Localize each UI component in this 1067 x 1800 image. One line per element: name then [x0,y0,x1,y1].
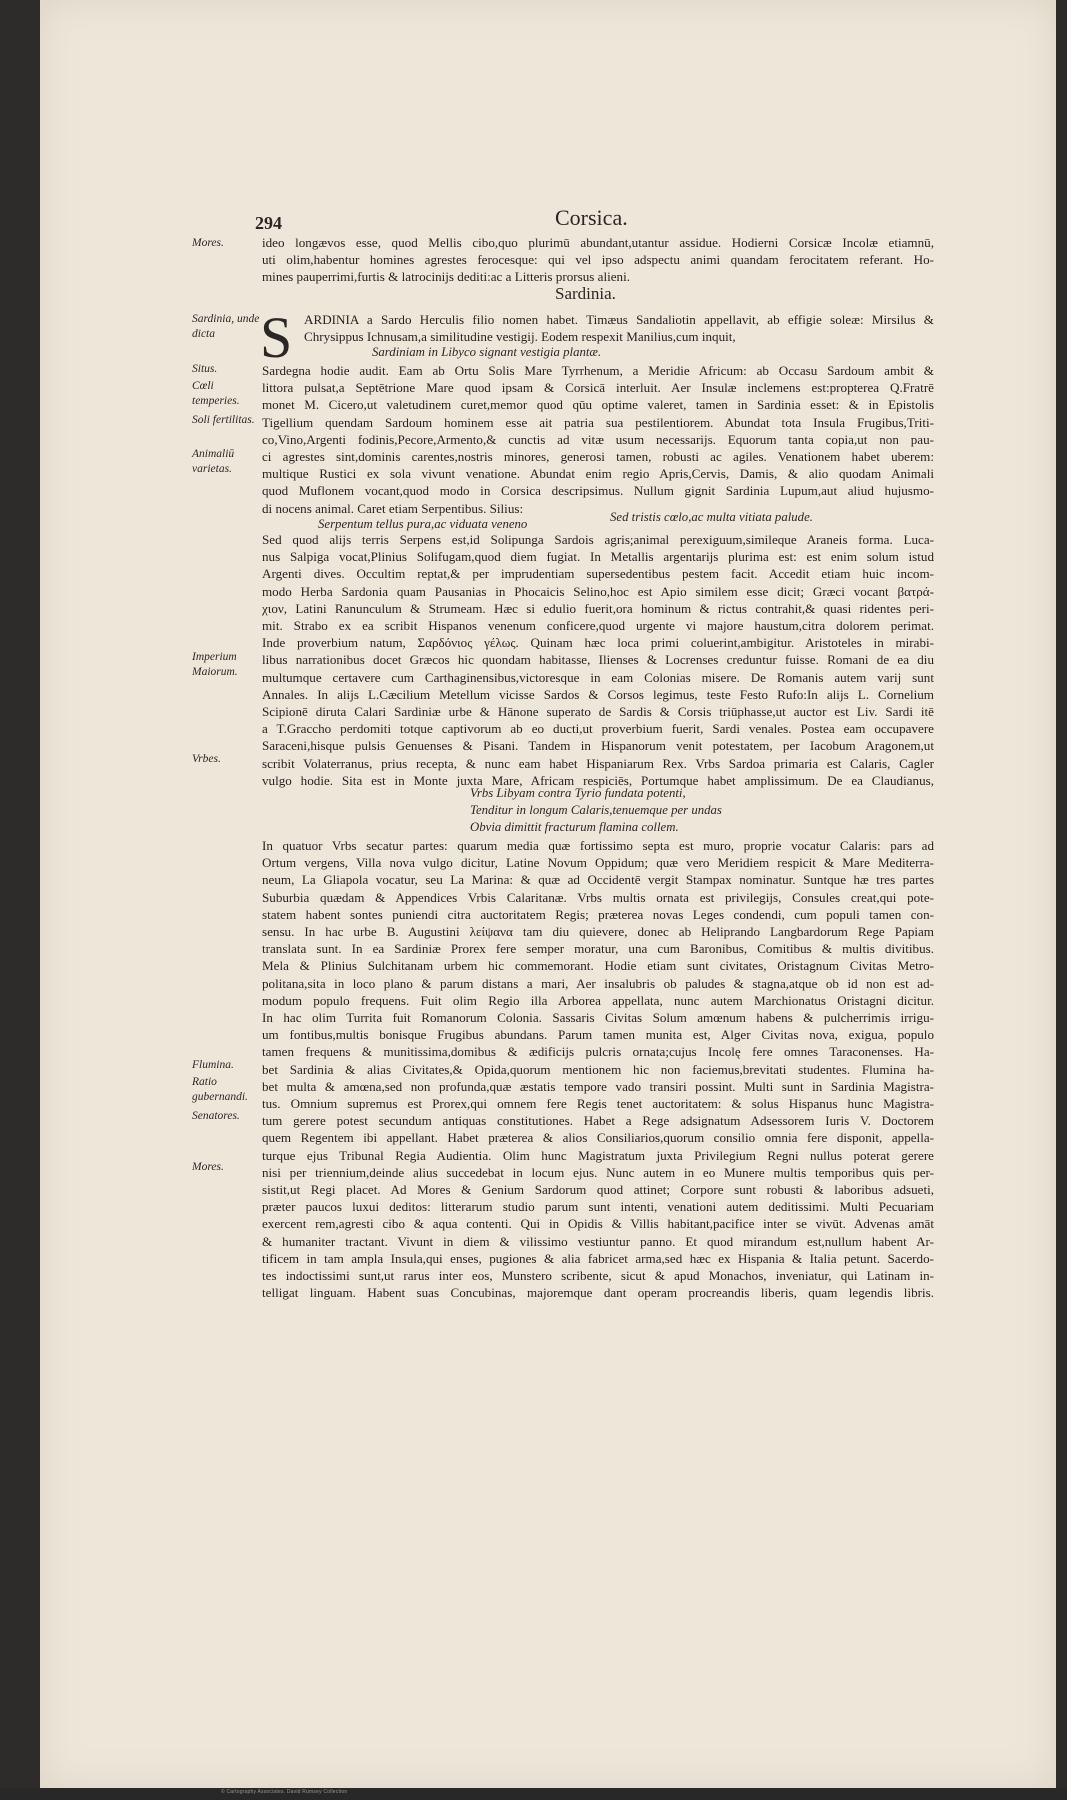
collection-credit: © Cartography Associates. David Rumsey Collection [221,1789,348,1795]
text-line: Saraceni,hisque pulsis Genuenses & Pisani. Tandem in Hispanorum venit potestatem, per Iacobum Aragonem,ut [262,738,934,754]
margin-note-urbes: Vrbes. [192,753,221,765]
text-line: præter paucos luxui deditos: litterarum studio parum sunt intenti, venationi autem deditissimi. Multi Pecuariam [262,1199,934,1215]
text-line: translata sunt. In ea Sardiniæ Prorex fere semper moratur, una cum Baronibus, Comitibus & multis divitibus. [262,941,934,957]
text-line: nus Salpiga vocat,Plinius Solifugam,quod diem fugiat. In Metallis argentarijs plurima est: est enim solum istud [262,549,934,565]
text-line: Scipionē diruta Calari Sardiniæ urbe & Hānone superato de Sardis & Corsis triūphasse,ut auctor est Liv. Sardi itē [262,704,934,720]
verse-claudian-1: Vrbs Libyam contra Tyrio fundata potenti, [470,786,686,800]
text-line: sistit,ut Regi placet. Ad Mores & Genium Sardorum quod attinet; Corpore sunt robusti & laboribus adsueti, [262,1182,934,1198]
margin-note-imperium: Imperium Maiorum. [192,651,238,678]
margin-note-unde-dicta: Sardinia, unde dicta [192,313,260,340]
text-line: χιον, Latini Ranunculum & Strumeam. Hæc si edulio fuerit,ora hominum & rictus contrahit,& quasi ridentes peri- [262,600,934,616]
text-line: di nocens animal. Caret etiam Serpentibus. Silius: [262,500,524,516]
text-line: Inde proverbium natum, Σαρδόνιος γέλως. Quinam hæc loca primi coluerint,ambigitur. Aristoteles in mirabi- [262,635,934,651]
section-heading-sardinia: Sardinia. [555,284,616,303]
text-line: Suburbia quædam & Appendices Vrbis Calaritanæ. Vrbs multis ornata est privilegijs, Consules creat,qui pote- [262,889,934,905]
text-line: ARDINIA a Sardo Herculis filio nomen habet. Timæus Sandaliotin appellavit, ab effigie soleæ: Mirsilus & [304,312,934,327]
text-line: bet multa & amœna,sed non profunda,quæ æstatis tempore vado transiri possint. Multi sunt in Sardinia Magistra- [262,1078,934,1094]
text-line: Argenti dives. Occultim reptat,& per imprudentiam supersedentibus pestem facit. Accedit etiam huic incom- [262,566,934,582]
text-line: tes indoctissimi sunt,ut rarus inter eos, Munstero scribente, sicut & apud Monachos, inveniatur, qui Latinam in- [262,1268,934,1284]
text-line: neum, La Gliapola vocatur, seu La Marina: & quæ ad Occidentē vergit Stampax nominatur. Suntque hæ tres partes [262,872,934,888]
text-line: modo Herba Sardonia quam Pausanias in Phocaicis Selino,hoc est Apio similem esse dicit; Græci vocant βατρά- [262,583,934,599]
running-head: Corsica. [555,205,628,230]
text-line: exercent rem,agresti cibo & aqua contenti. Qui in Opidis & Villis habitant,pacifice inter se vivūt. Advenas amāt [262,1216,934,1232]
text-line: Annales. In alijs L.Cæcilium Metellum vicisse Sardos & Corsos legimus, teste Festo Rufo:In alijs L. Cornelium [262,686,934,702]
text-line: multumque certavere cum Carthaginensibus,victoresque in eam Colonias misere. De Romanis autem varij sunt [262,669,934,685]
text-line: Mela & Plinius Sulchitanam urbem hic commemorant. Hodie etiam sunt civitates, Oristagnum Civitas Metro- [262,958,934,974]
text-line: sensu. In hac urbe B. Augustini λείψανα tam diu quievere, donec ab Heliprando Langbardorum Rege Papiam [262,924,934,940]
text-line: ideo longævos esse, quod Mellis cibo,quo plurimū abundant,utantur assidue. Hodierni Corsicæ Incolæ etiamnū, [262,235,934,250]
text-line: um fontibus,multis bonisque Frugibus abundans. Parum tamen munita est, Alger Civitas nova, exigua, populo [262,1027,934,1043]
text-line: uti olim,habentur homines agrestes ferocesque: qui vel ipso adspectu animi quandam ferocitatem referant. Ho- [262,252,934,268]
text-line: Sed quod alijs terris Serpens est,id Solipunga Sardois agris;animal perexiguum,simileque Araneis forma. Luca- [262,532,934,547]
text-line: quod Muflonem vocant,quod modo in Corsica descripsimus. Nullum gignit Sardinia Lupum,aut aliud hujusmo- [262,483,934,499]
sardinia-body-2 [262,531,934,789]
margin-note-animalium: Animaliū varietas. [192,448,235,475]
text-line: quem Regentem ibi appellant. Habet præterea & alios Consiliarios,quorum consilio omnia fere disponit, appella- [262,1130,934,1146]
margin-note-situs: Situs. [192,363,218,375]
text-line: bet Sardinia & alias Civitates,& Opida,quorum mentionem hic non faciemus,brevitati studentes. Flumina ha- [262,1061,934,1077]
margin-note-caeli: Cœli temperies. [192,380,240,407]
text-line: Ortum vergens, Villa nova vulgo dicitur, Latine Novum Oppidum; quæ vero Meridiem respicit & Mare Mediterra- [262,855,934,871]
margin-note-soli: Soli fertilitas. [192,414,255,426]
sardinia-body-3 [262,837,934,1301]
text-line: tificem in tam ampla Insula,qui enses, pugiones & alia fabricet arma,sed hæc ex Hispania & Italia petunt. Sacerdo- [262,1250,934,1266]
text-line: mines pauperrimi,furtis & latrocinijs dediti:ac a Litteris prorsus alieni. [262,269,630,285]
margin-note-mores: Mores. [192,237,224,249]
sardinia-body-1 [262,362,934,517]
text-line: telligat linguam. Habent suas Concubinas, majoremque dant operam procreandis liberis, quam legendis libris. [262,1285,934,1301]
verse-claudian-2: Tenditur in longum Calaris,tenuemque per undas [470,803,722,817]
text-line: tamen frequens & munitissima,domibus & ædificijs pulcris ornata;cujus Incolę fere omnes Taraconenses. Ha- [262,1044,934,1060]
text-line: turque ejus Tribunal Regia Audientia. Olim hunc Magistratum juxta Privilegium Regni nullus poterat gerere [262,1147,934,1163]
corsica-paragraph [262,234,934,286]
verse-silius-a: Serpentum tellus pura,ac viduata veneno [318,517,528,531]
text-line: tus. Omnium supremus est Prorex,qui omnem fere Regis tenet auctoritatem: & solus Hispanus hunc Magistra- [262,1096,934,1112]
scan-border [0,1788,1067,1800]
text-line: mit. Strabo ex ea scribit Hispanos venenum conficere,quod urgente vi majore haustum,citra dolorem perimat. [262,618,934,634]
margin-note-flumina: Flumina. [192,1059,234,1071]
text-line: In quatuor Vrbs secatur partes: quarum media quæ fortissimo septa est muro, proprie vocatur Calaris: pars ad [262,838,934,853]
margin-note-mores-2: Mores. [192,1161,224,1173]
sardinia-intro [304,311,934,345]
text-line: modum populo frequens. Fuit olim Regio illa Arborea appellata, nunc autem Marchionatus Oristagni dicitur. [262,992,934,1008]
text-line: politana,sita in loco plano & parum distans a mari, Aer insalubris ob paludes & stagna,atque ob id non est ad- [262,975,934,991]
text-line: littora pulsat,a Septētrione Mare quod ipsam & Corsicā interluit. Aer Insulæ inclemens est:propterea Q.Fratrē [262,380,934,396]
text-line: tum gerere potest secundum antiquas constitutiones. Habet a Rege adsignatum Adsessorem Iuris V. Doctorem [262,1113,934,1129]
text-line: scribit Volaterranus, prius recepta, & nunc eam habet Hispaniarum Rex. Vrbs Sardoa primaria est Calaris, Cagler [262,755,934,771]
text-line: Tigellium quendam Sardoum hominem esse ait patria sua pestilentiorem. Abundat tota Insula Frugibus,Triti- [262,414,934,430]
margin-note-senatores: Senatores. [192,1110,240,1122]
text-line: co,Vino,Argenti fodinis,Pecore,Armento,& cunctis ad vitæ usum necessarijs. Equorum tanta copia,ut non pau- [262,431,934,447]
drop-cap: S [260,305,293,370]
verse-claudian-3: Obvia dimittit fracturum flamina collem. [470,820,679,834]
text-line: multique Rustici ex sola vivunt venatione. Abundat enim regio Apris,Cervis, Damis, & alio quodam Animali [262,466,934,482]
verse-manilius: Sardiniam in Libyco signant vestigia plantæ. [372,345,602,359]
verse-silius-b: Sed tristis cœlo,ac multa vitiata palude. [610,510,813,524]
text-line: a T.Graccho perdomiti totque captivorum ab eo ducti,ut proverbium fuerit, Sardi venales. Postea eam occupavere [262,721,934,737]
page-number: 294 [255,213,282,233]
text-line: vulgo hodie. Sita est in Monte juxta Mare, Africam respiciēs, Portumque habet amplissimum. De ea Claudianus, [262,772,934,788]
text-line: statem habent sontes puniendi citra auctoritatem Regis; præterea novas Leges condendi, cum populi tamen con- [262,906,934,922]
text-line: Sardegna hodie audit. Eam ab Ortu Solis Mare Tyrrhenum, a Meridie Africum: ab Occasu Sardoum ambit & [262,363,934,378]
text-line: monet M. Cicero,ut valetudinem curet,memor quod qūu optime valeret, tamen in Sardinia esset: & in Epistolis [262,397,934,413]
text-line: ci agrestes sint,dominis carentes,nostris minores, generosi tamen, robusti ac agiles. Venationem habet uberem: [262,449,934,465]
text-line: In hac olim Turrita fuit Romanorum Colonia. Sassaris Civitas Solum amœnum habens & pulcherrimis irrigu- [262,1010,934,1026]
margin-note-ratio: Ratio gubernandi. [192,1076,248,1103]
text-line: Chrysippus Ichnusam,a similitudine vestigij. Eodem respexit Manilius,cum inquit, [304,329,736,345]
text-line: & humaniter tractant. Vivunt in diem & vilissimo vestiuntur panno. Et quod mirandum est,nullum habent Ar- [262,1233,934,1249]
text-line: nisi per triennium,deinde alius succedebat in locum ejus. Nunc autem in eo Munere multis temporibus quis per- [262,1164,934,1180]
text-line: libus narrationibus docet Græcos hic quondam habitasse, Ilienses & Locrenses creduntur fuisse. Romani de ea diu [262,652,934,668]
